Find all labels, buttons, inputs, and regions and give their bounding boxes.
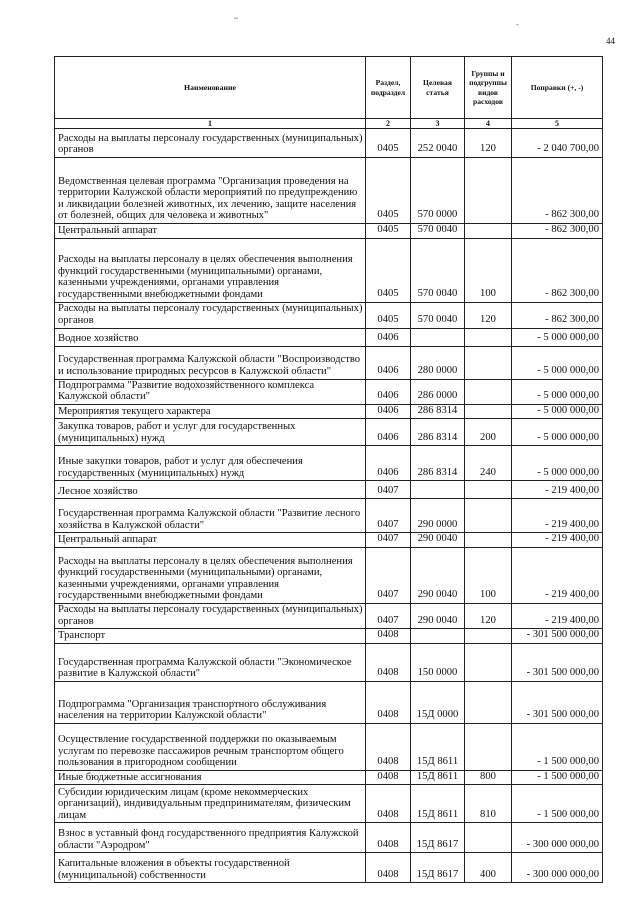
row-group: 100 bbox=[465, 547, 512, 603]
row-name: Государственная программа Калужской области "Развитие лесного хозяйства в Калужской области" bbox=[55, 499, 366, 533]
row-target: 570 0040 bbox=[411, 224, 465, 239]
row-amount: - 301 500 000,00 bbox=[512, 629, 603, 644]
row-group bbox=[465, 346, 512, 379]
row-section: 0405 bbox=[366, 224, 411, 239]
row-group bbox=[465, 499, 512, 533]
row-name: Государственная программа Калужской области "Воспроизводство и использование природных ресурсов в Калужской области" bbox=[55, 346, 366, 379]
row-section: 0406 bbox=[366, 328, 411, 346]
row-amount: - 1 500 000,00 bbox=[512, 770, 603, 785]
table-row bbox=[55, 785, 603, 823]
row-group: 400 bbox=[465, 853, 512, 883]
table-row bbox=[55, 379, 603, 404]
row-group bbox=[465, 723, 512, 770]
row-section: 0406 bbox=[366, 346, 411, 379]
row-amount: - 2 040 700,00 bbox=[512, 129, 603, 158]
row-group bbox=[465, 681, 512, 723]
row-amount: - 219 400,00 bbox=[512, 481, 603, 499]
row-name: Расходы на выплаты персоналу государственных (муниципальных) органов bbox=[55, 603, 366, 628]
table-row bbox=[55, 404, 603, 419]
row-group bbox=[465, 224, 512, 239]
header-groups: Группы и подгруппы видов расходов bbox=[465, 57, 512, 119]
row-target: 570 0040 bbox=[411, 302, 465, 328]
row-target: 15Д 8611 bbox=[411, 785, 465, 823]
row-name: Взнос в уставный фонд государственного предприятия Калужской области "Аэродром" bbox=[55, 823, 366, 853]
row-target: 286 8314 bbox=[411, 446, 465, 481]
row-name: Капитальные вложения в объекты государственной (муниципальной) собственности bbox=[55, 853, 366, 883]
column-number: 5 bbox=[512, 119, 603, 129]
header-row bbox=[55, 57, 603, 119]
row-section: 0408 bbox=[366, 629, 411, 644]
row-target: 280 0000 bbox=[411, 346, 465, 379]
row-target: 290 0040 bbox=[411, 533, 465, 548]
row-amount: - 5 000 000,00 bbox=[512, 379, 603, 404]
row-target: 290 0040 bbox=[411, 603, 465, 628]
table-row bbox=[55, 533, 603, 548]
table-row bbox=[55, 481, 603, 499]
row-amount: - 862 300,00 bbox=[512, 238, 603, 302]
row-group: 120 bbox=[465, 129, 512, 158]
row-section: 0408 bbox=[366, 643, 411, 681]
row-target: 15Д 8611 bbox=[411, 770, 465, 785]
column-number: 1 bbox=[55, 119, 366, 129]
row-target: 570 0000 bbox=[411, 158, 465, 224]
row-name: Расходы на выплаты персоналу в целях обеспечения выполнения функций государственными (муниципальными) органами, казенными учреждениями, органами управления государственными внебюджетными фондами bbox=[55, 547, 366, 603]
row-amount: - 301 500 000,00 bbox=[512, 681, 603, 723]
row-section: 0406 bbox=[366, 379, 411, 404]
column-number: 3 bbox=[411, 119, 465, 129]
header-amend: Поправки (+, -) bbox=[512, 57, 603, 119]
row-amount: - 219 400,00 bbox=[512, 533, 603, 548]
row-section: 0408 bbox=[366, 785, 411, 823]
row-amount: - 1 500 000,00 bbox=[512, 723, 603, 770]
row-target: 286 8314 bbox=[411, 419, 465, 446]
row-name: Подпрограмма "Организация транспортного обслуживания населения на территории Калужской области" bbox=[55, 681, 366, 723]
row-group: 200 bbox=[465, 419, 512, 446]
table-row bbox=[55, 629, 603, 644]
table-row bbox=[55, 681, 603, 723]
page-number: 44 bbox=[606, 36, 615, 46]
row-section: 0405 bbox=[366, 302, 411, 328]
table-row bbox=[55, 643, 603, 681]
table-row bbox=[55, 238, 603, 302]
row-amount: - 300 000 000,00 bbox=[512, 823, 603, 853]
table-row bbox=[55, 224, 603, 239]
row-group: 120 bbox=[465, 302, 512, 328]
row-name: Транспорт bbox=[55, 629, 366, 644]
row-group: 100 bbox=[465, 238, 512, 302]
row-target bbox=[411, 629, 465, 644]
row-name: Расходы на выплаты персоналу государственных (муниципальных) органов bbox=[55, 129, 366, 158]
table-row bbox=[55, 158, 603, 224]
row-name: Подпрограмма "Развитие водохозяйственного комплекса Калужской области" bbox=[55, 379, 366, 404]
row-section: 0405 bbox=[366, 158, 411, 224]
row-amount: - 5 000 000,00 bbox=[512, 328, 603, 346]
row-name: Лесное хозяйство bbox=[55, 481, 366, 499]
header-target: Целевая статья bbox=[411, 57, 465, 119]
row-group bbox=[465, 643, 512, 681]
row-target: 290 0000 bbox=[411, 499, 465, 533]
row-name: Расходы на выплаты персоналу государственных (муниципальных) органов bbox=[55, 302, 366, 328]
row-section: 0407 bbox=[366, 533, 411, 548]
row-group bbox=[465, 533, 512, 548]
table-row bbox=[55, 770, 603, 785]
row-section: 0407 bbox=[366, 499, 411, 533]
row-section: 0406 bbox=[366, 404, 411, 419]
column-numbers-row bbox=[55, 119, 603, 129]
row-target: 15Д 0000 bbox=[411, 681, 465, 723]
row-target: 570 0040 bbox=[411, 238, 465, 302]
row-section: 0406 bbox=[366, 419, 411, 446]
row-amount: - 5 000 000,00 bbox=[512, 404, 603, 419]
row-group bbox=[465, 158, 512, 224]
row-amount: - 219 400,00 bbox=[512, 499, 603, 533]
table-row bbox=[55, 302, 603, 328]
row-name: Ведомственная целевая программа "Организация проведения на территории Калужской области мероприятий по предупреждению и ликвидации болезней животных, их лечению, защите населения от болезней, общих для человека и животных" bbox=[55, 158, 366, 224]
row-target: 150 0000 bbox=[411, 643, 465, 681]
header-name: Наименование bbox=[55, 57, 366, 119]
row-amount: - 5 000 000,00 bbox=[512, 446, 603, 481]
row-group bbox=[465, 328, 512, 346]
row-target: 290 0040 bbox=[411, 547, 465, 603]
row-group: 800 bbox=[465, 770, 512, 785]
row-group bbox=[465, 379, 512, 404]
row-section: 0408 bbox=[366, 853, 411, 883]
row-section: 0408 bbox=[366, 723, 411, 770]
row-group: 120 bbox=[465, 603, 512, 628]
row-amount: - 862 300,00 bbox=[512, 224, 603, 239]
row-group bbox=[465, 823, 512, 853]
column-number: 4 bbox=[465, 119, 512, 129]
row-amount: - 219 400,00 bbox=[512, 547, 603, 603]
table-row bbox=[55, 603, 603, 628]
row-section: 0407 bbox=[366, 481, 411, 499]
row-section: 0407 bbox=[366, 547, 411, 603]
column-number: 2 bbox=[366, 119, 411, 129]
row-section: 0405 bbox=[366, 238, 411, 302]
row-section: 0408 bbox=[366, 770, 411, 785]
row-name: Иные бюджетные ассигнования bbox=[55, 770, 366, 785]
row-name: Центральный аппарат bbox=[55, 533, 366, 548]
row-section: 0408 bbox=[366, 823, 411, 853]
table-row bbox=[55, 446, 603, 481]
row-target bbox=[411, 328, 465, 346]
row-target: 15Д 8617 bbox=[411, 853, 465, 883]
row-section: 0408 bbox=[366, 681, 411, 723]
row-target: 286 0000 bbox=[411, 379, 465, 404]
table-row bbox=[55, 419, 603, 446]
row-amount: - 5 000 000,00 bbox=[512, 346, 603, 379]
table-row bbox=[55, 328, 603, 346]
table-row bbox=[55, 129, 603, 158]
row-name: Субсидии юридическим лицам (кроме некоммерческих организаций), индивидуальным предпринимателям, физическим лицам bbox=[55, 785, 366, 823]
row-group bbox=[465, 629, 512, 644]
row-name: Водное хозяйство bbox=[55, 328, 366, 346]
row-target: 15Д 8611 bbox=[411, 723, 465, 770]
row-section: 0407 bbox=[366, 603, 411, 628]
row-amount: - 301 500 000,00 bbox=[512, 643, 603, 681]
row-target: 15Д 8617 bbox=[411, 823, 465, 853]
row-target bbox=[411, 481, 465, 499]
row-group bbox=[465, 481, 512, 499]
header-section: Раздел, подраздел bbox=[366, 57, 411, 119]
row-amount: - 5 000 000,00 bbox=[512, 419, 603, 446]
table-row bbox=[55, 853, 603, 883]
table-row bbox=[55, 346, 603, 379]
row-target: 286 8314 bbox=[411, 404, 465, 419]
row-name: Осуществление государственной поддержки по оказываемым услугам по перевозке пассажиров речным транспортом общего пользования в пригородном сообщении bbox=[55, 723, 366, 770]
row-name: Мероприятия текущего характера bbox=[55, 404, 366, 419]
row-group: 810 bbox=[465, 785, 512, 823]
row-name: Иные закупки товаров, работ и услуг для обеспечения государственных (муниципальных) нужд bbox=[55, 446, 366, 481]
row-group bbox=[465, 404, 512, 419]
row-amount: - 862 300,00 bbox=[512, 158, 603, 224]
row-name: Государственная программа Калужской области "Экономическое развитие в Калужской области" bbox=[55, 643, 366, 681]
row-section: 0405 bbox=[366, 129, 411, 158]
budget-amendments-table bbox=[54, 56, 603, 883]
row-amount: - 300 000 000,00 bbox=[512, 853, 603, 883]
table-row bbox=[55, 823, 603, 853]
row-target: 252 0040 bbox=[411, 129, 465, 158]
table-row bbox=[55, 547, 603, 603]
scan-mark: ~ bbox=[234, 14, 239, 23]
row-amount: - 219 400,00 bbox=[512, 603, 603, 628]
table-row bbox=[55, 499, 603, 533]
row-amount: - 862 300,00 bbox=[512, 302, 603, 328]
row-name: Центральный аппарат bbox=[55, 224, 366, 239]
row-group: 240 bbox=[465, 446, 512, 481]
row-amount: - 1 500 000,00 bbox=[512, 785, 603, 823]
row-name: Расходы на выплаты персоналу в целях обеспечения выполнения функций государственными (муниципальными) органами, казенными учреждениями, органами управления государственными внебюджетными фондами bbox=[55, 238, 366, 302]
scan-mark: - bbox=[516, 20, 519, 29]
table-row bbox=[55, 723, 603, 770]
row-section: 0406 bbox=[366, 446, 411, 481]
row-name: Закупка товаров, работ и услуг для государственных (муниципальных) нужд bbox=[55, 419, 366, 446]
